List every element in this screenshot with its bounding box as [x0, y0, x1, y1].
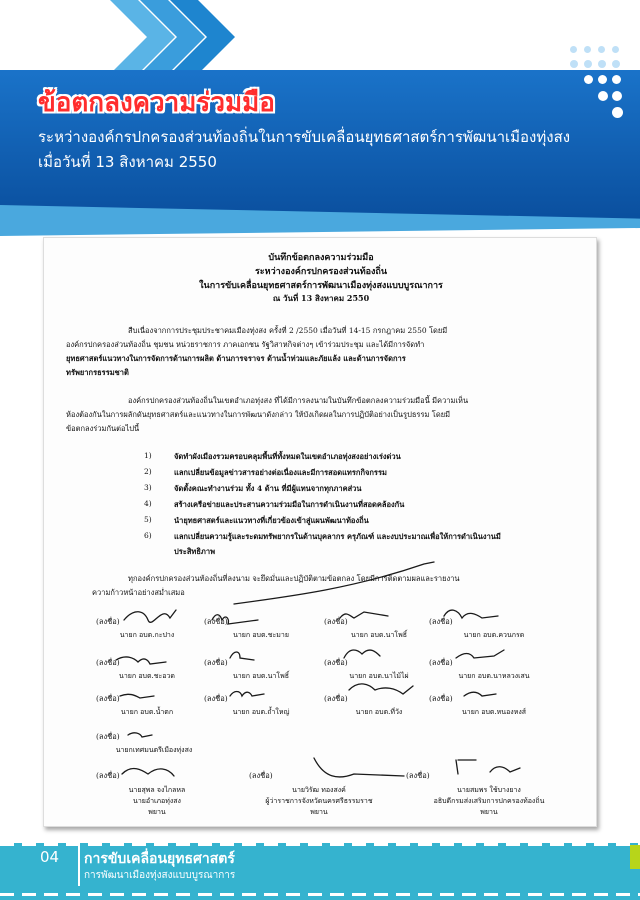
item-number: 5) — [144, 515, 152, 524]
witness-role: อธิบดีกรมส่งเสริมการปกครองท้องถิ่น — [433, 797, 545, 805]
signatory-name: นายก อบต.หนองหงส์ — [461, 708, 527, 716]
doc-para1-line: สืบเนื่องจากการประชุมประชาคมเมืองทุ่งสง ครั้งที่ 2 /2550 เมื่อวันที่ 14-15 กรกฎาคม 2550 โดยมี — [128, 326, 448, 335]
sign-label: (ลงชื่อ) — [249, 771, 273, 780]
sign-label: (ลงชื่อ) — [204, 617, 228, 626]
footer-divider — [78, 846, 80, 886]
signatory-name: นายก อบต.นาหลวงเสน — [458, 672, 530, 680]
item-text: จัดทำผังเมืองรวมครอบคลุมพื้นที่ทั้งหมดในเขตอำเภอทุ่งสงอย่างเร่งด่วน — [174, 452, 401, 461]
item-number: 3) — [144, 483, 152, 492]
sign-label: (ลงชื่อ) — [96, 732, 120, 741]
doc-para2-line: ข้อตกลงร่วมกันต่อไปนี้ — [66, 424, 140, 433]
sign-label: (ลงชื่อ) — [406, 771, 430, 780]
witness-role: นายอำเภอทุ่งสง — [133, 797, 181, 805]
signatory-name: นายก อบต.นาโพธิ์ — [232, 672, 290, 680]
signatory-name: นายก อบต.ที่วัง — [355, 708, 403, 716]
doc-para2-line: ห้องต้องกันในการผลักดันยุทธศาสตร์และแนวทางในการพัฒนาดังกล่าว ให้บังเกิดผลในการปฏิบัติอย่างเป็นรูปธรรม โดยมี — [66, 410, 451, 419]
doc-title-1: บันทึกข้อตกลงความร่วมมือ — [268, 253, 374, 263]
witness-name: นายสุพล จงไกลหล — [128, 786, 186, 794]
witness-role: ผู้ว่าราชการจังหวัดนครศรีธรรมราช — [265, 797, 373, 805]
item-number: 1) — [144, 451, 152, 460]
witness-label: พยาน — [310, 808, 328, 816]
header-chevron-decoration — [0, 0, 640, 75]
sign-label: (ลงชื่อ) — [96, 694, 120, 703]
sign-label: (ลงชื่อ) — [429, 658, 453, 667]
doc-para1-line: องค์กรปกครองส่วนท้องถิ่น ชุมชน หน่วยราชการ ภาคเอกชน รัฐวิสาหกิจต่างๆ เข้าร่วมประชุม และได้มีการจัดทำ — [66, 340, 425, 349]
item-text: จัดตั้งคณะทำงานร่วม ทั้ง 4 ด้าน ที่มีผู้แทนจากทุกภาคส่วน — [174, 484, 362, 493]
signatory-name: นายก อบต.ชะมาย — [233, 631, 289, 639]
sign-label: (ลงชื่อ) — [324, 694, 348, 703]
sign-label: (ลงชื่อ) — [429, 617, 453, 626]
item-text: สร้างเครือข่ายและประสานความร่วมมือในการดำเนินงานที่สอดคล้องกัน — [174, 500, 405, 509]
page-number: 04 — [40, 848, 60, 866]
doc-title-2: ระหว่างองค์กรปกครองส่วนท้องถิ่น — [254, 267, 388, 277]
sign-label: (ลงชื่อ) — [96, 617, 120, 626]
mayor-name: นายกเทศมนตรีเมืองทุ่งสง — [115, 746, 193, 754]
sign-label: (ลงชื่อ) — [96, 771, 120, 780]
page-title: ข้อตกลงความร่วมมือ — [38, 88, 275, 118]
sign-label: (ลงชื่อ) — [324, 658, 348, 667]
page-date: เมื่อวันที่ 13 สิงหาคม 2550 — [38, 153, 217, 171]
item-text: แลกเปลี่ยนข้อมูลข่าวสารอย่างต่อเนื่องและมีการสอดแทรกกิจกรรม — [174, 468, 387, 477]
footer-accent — [630, 845, 640, 869]
signatory-name: นายก อบต.ชะอวด — [119, 672, 175, 680]
signatory-name: นายก อบต.กะปาง — [119, 631, 175, 639]
item-number: 4) — [144, 499, 152, 508]
doc-date: ณ วันที่ 13 สิงหาคม 2550 — [272, 293, 370, 303]
footer-dash-bottom — [0, 893, 640, 896]
doc-para1-line: ทรัพยากรธรรมชาติ — [66, 368, 129, 377]
doc-para3-line: ความก้าวหน้าอย่างสม่ำเสมอ — [92, 588, 185, 597]
footer-dash-top — [0, 843, 640, 846]
witness-name: นายสมพร ใช้บางยาง — [457, 786, 521, 794]
sign-label: (ลงชื่อ) — [324, 617, 348, 626]
signatory-name: นายก อบต.น้ำตก — [120, 708, 174, 716]
scanned-agreement-document — [43, 237, 597, 827]
witness-label: พยาน — [480, 808, 498, 816]
doc-title-3: ในการขับเคลื่อนยุทธศาสตร์การพัฒนาเมืองทุ่งสงแบบบูรณาการ — [199, 281, 443, 291]
doc-para1-line: ยุทธศาสตร์แนวทางในการจัดการด้านการผลิต ด้านการจราจร ด้านน้ำท่วมและภัยแล้ง และด้านการจัดการ — [66, 354, 406, 363]
witness-name: นายวิรัฒ ทองสงค์ — [292, 786, 346, 794]
item-text: แลกเปลี่ยนความรู้และระดมทรัพยากรในด้านบุคลากร ครุภัณฑ์ และงบประมาณเพื่อให้การดำเนินงานมี — [174, 532, 501, 541]
sign-label: (ลงชื่อ) — [204, 658, 228, 667]
doc-para2-line: องค์กรปกครองส่วนท้องถิ่นในเขตอำเภอทุ่งสง ที่ได้มีการลงนามในบันทึกข้อตกลงความร่วมมือนี้ มีความเห็น — [128, 396, 469, 405]
signatory-name: นายก อบต.ถ้ำใหญ่ — [232, 708, 290, 716]
signatory-name: นายก อบต.นาไม้ไผ่ — [349, 672, 409, 680]
sign-label: (ลงชื่อ) — [96, 658, 120, 667]
header-top — [0, 0, 640, 75]
dots-decoration — [568, 42, 628, 122]
item-number: 6) — [144, 531, 152, 540]
sign-label: (ลงชื่อ) — [204, 694, 228, 703]
sign-label: (ลงชื่อ) — [429, 694, 453, 703]
signatory-name: นายก อบต.ควนกรด — [463, 631, 525, 639]
item-text: นำยุทธศาสตร์และแนวทางที่เกี่ยวข้องเข้าสู่แผนพัฒนาท้องถิ่น — [174, 516, 369, 525]
signatory-name: นายก อบต.นาโพธิ์ — [350, 631, 408, 639]
footer-subtitle: การพัฒนาเมืองทุ่งสงแบบบูรณาการ — [84, 870, 236, 881]
footer-title: การขับเคลื่อนยุทธศาสตร์ — [84, 851, 235, 867]
handwritten-signatures — [44, 238, 598, 828]
witness-label: พยาน — [148, 808, 166, 816]
page-subtitle: ระหว่างองค์กรปกครองส่วนท้องถิ่นในการขับเคลื่อนยุทธศาสตร์การพัฒนาเมืองทุ่งสง — [38, 128, 571, 146]
item-text: ประสิทธิภาพ — [174, 547, 216, 556]
item-number: 2) — [144, 467, 152, 476]
doc-para3-line: ทุกองค์กรปกครองส่วนท้องถิ่นที่ลงนาม จะยึดมั่นและปฏิบัติตามข้อตกลง โดยมีการติดตามผลและรายงาน — [128, 574, 460, 583]
